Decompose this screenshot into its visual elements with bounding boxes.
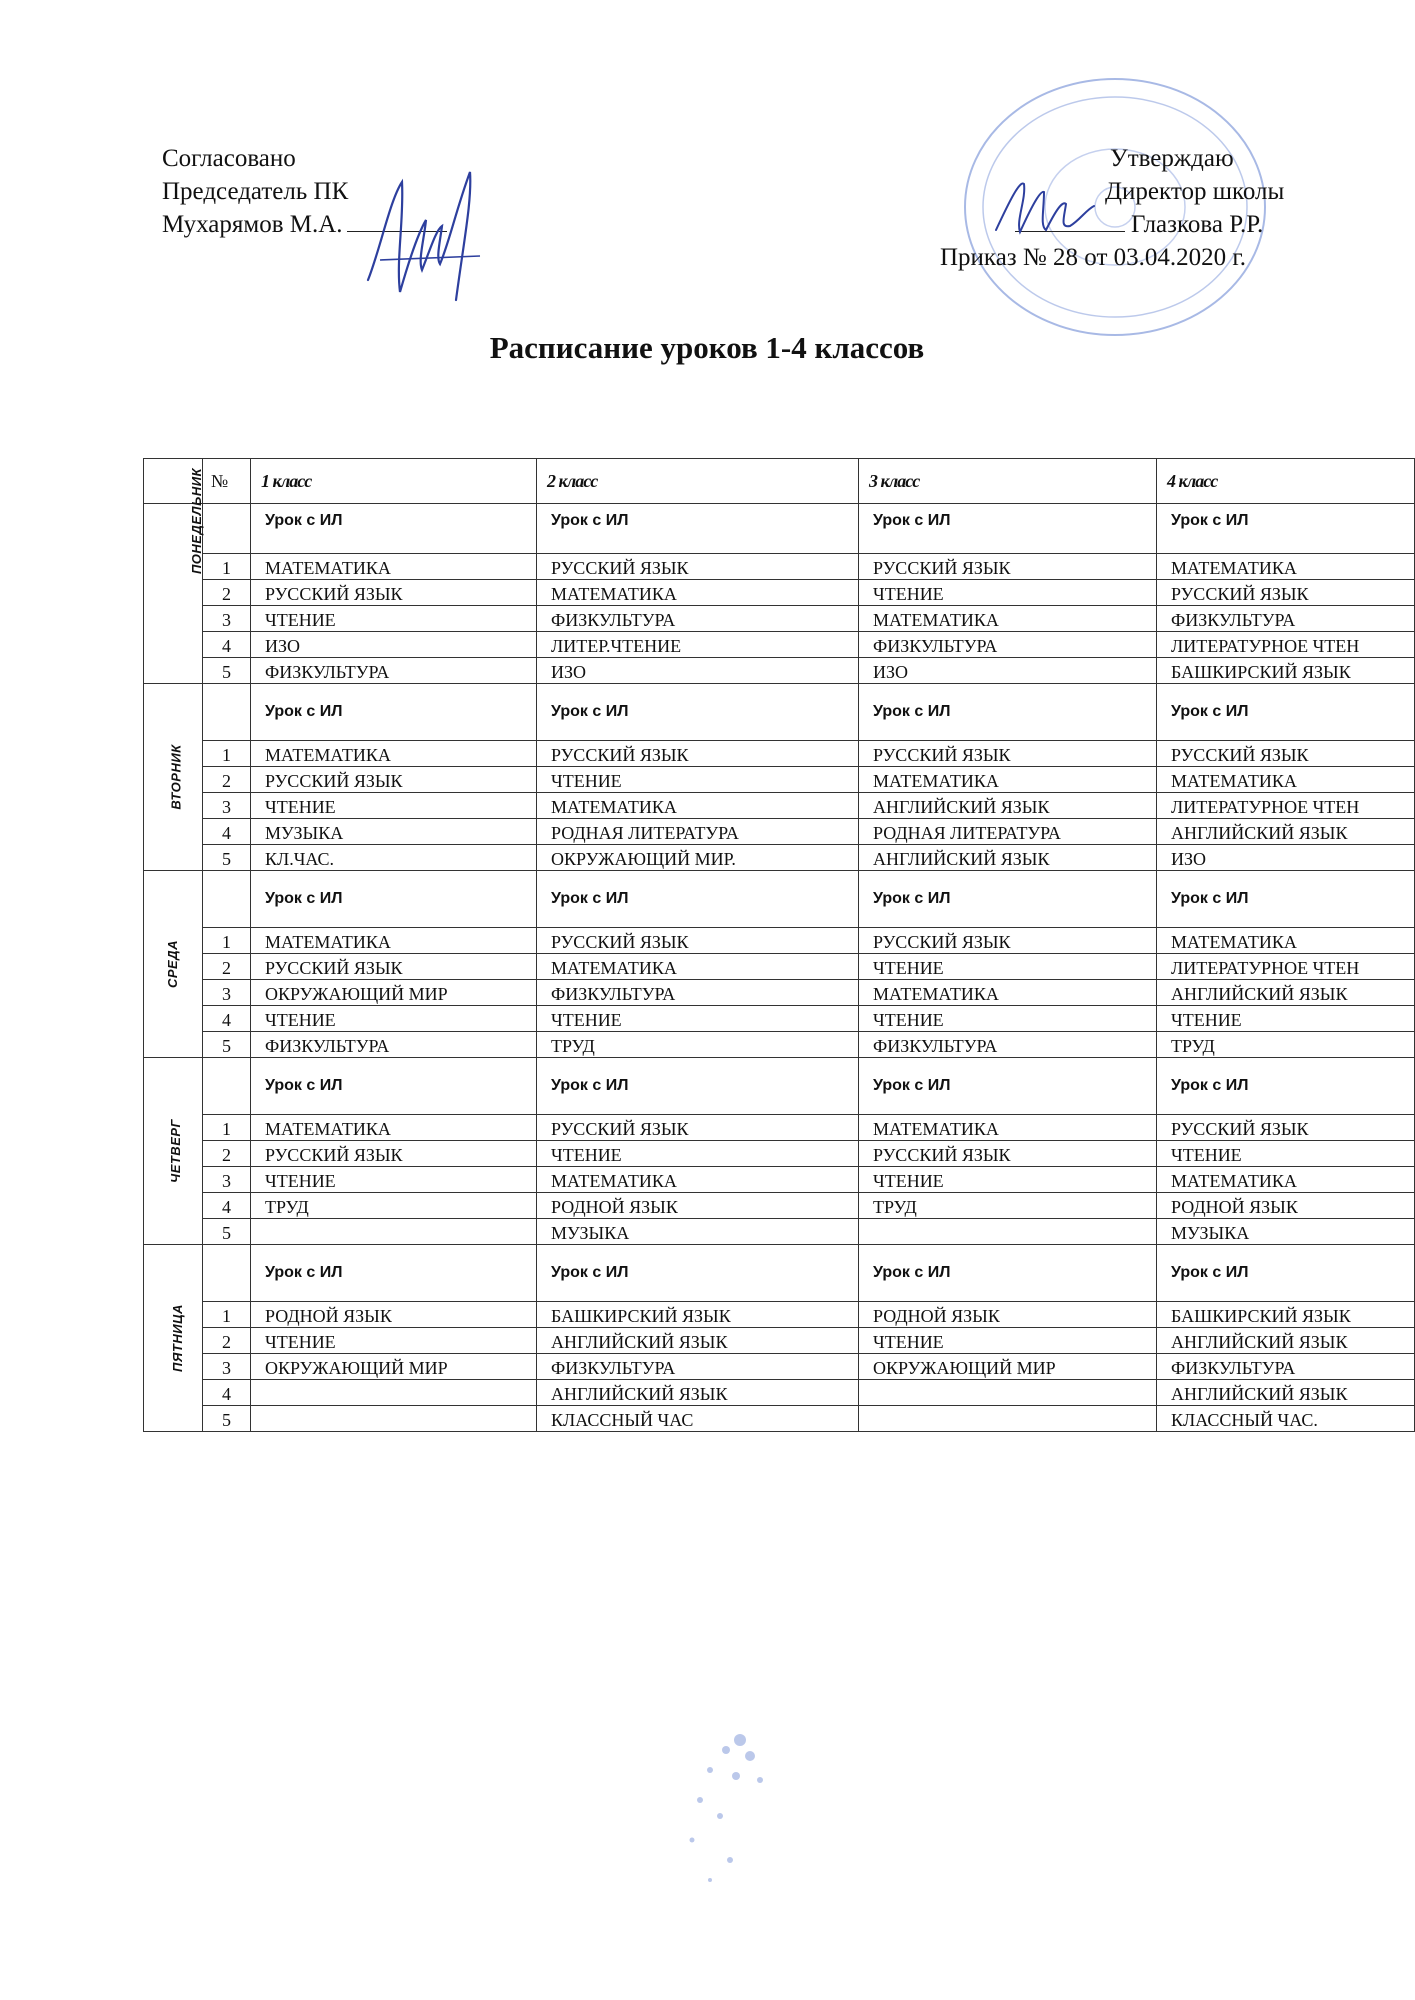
lesson-number: 1 bbox=[203, 928, 251, 954]
lesson-number: 1 bbox=[203, 1115, 251, 1141]
document-title: Расписание уроков 1-4 классов bbox=[489, 330, 925, 365]
lesson-number: 5 bbox=[203, 658, 251, 684]
lesson-cell: ФИЗКУЛЬТУРА bbox=[859, 632, 1157, 658]
day-label: ЧЕТВЕРГ bbox=[168, 1118, 184, 1184]
subheader-cell: Урок с ИЛ bbox=[537, 504, 859, 554]
lesson-cell: РОДНАЯ ЛИТЕРАТУРА bbox=[859, 819, 1157, 845]
lesson-cell: ФИЗКУЛЬТУРА bbox=[537, 606, 859, 632]
lesson-number: 3 bbox=[203, 1167, 251, 1193]
lesson-cell: МУЗЫКА bbox=[537, 1219, 859, 1245]
lesson-cell: ФИЗКУЛЬТУРА bbox=[1157, 606, 1415, 632]
schedule-table bbox=[143, 458, 1415, 1432]
lesson-cell: БАШКИРСКИЙ ЯЗЫК bbox=[537, 1302, 859, 1328]
lesson-cell: РОДНОЙ ЯЗЫК bbox=[1157, 1193, 1415, 1219]
lesson-number: 1 bbox=[203, 741, 251, 767]
table-row bbox=[144, 554, 1415, 580]
lesson-cell: МАТЕМАТИКА bbox=[251, 928, 537, 954]
subheader-cell: Урок с ИЛ bbox=[859, 1058, 1157, 1115]
lesson-cell: МУЗЫКА bbox=[251, 819, 537, 845]
subheader-cell: Урок с ИЛ bbox=[859, 504, 1157, 554]
lesson-cell: АНГЛИЙСКИЙ ЯЗЫК bbox=[1157, 1380, 1415, 1406]
lesson-cell: ТРУД bbox=[1157, 1032, 1415, 1058]
subheader-cell: Урок с ИЛ bbox=[537, 1058, 859, 1115]
lesson-number: 2 bbox=[203, 954, 251, 980]
lesson-cell: РОДНОЙ ЯЗЫК bbox=[859, 1302, 1157, 1328]
lesson-cell: РУССКИЙ ЯЗЫК bbox=[859, 928, 1157, 954]
lesson-cell: ОКРУЖАЮЩИЙ МИР bbox=[859, 1354, 1157, 1380]
table-row bbox=[144, 1115, 1415, 1141]
header-class-3: 3 класс bbox=[859, 459, 1157, 504]
lesson-number: 4 bbox=[203, 1193, 251, 1219]
lesson-cell: ФИЗКУЛЬТУРА bbox=[251, 658, 537, 684]
table-row bbox=[144, 1193, 1415, 1219]
lesson-cell: РУССКИЙ ЯЗЫК bbox=[537, 1115, 859, 1141]
lesson-cell: ИЗО bbox=[251, 632, 537, 658]
subheader-cell: Урок с ИЛ bbox=[1157, 1058, 1415, 1115]
lesson-number: 4 bbox=[203, 819, 251, 845]
lesson-cell: ИЗО bbox=[859, 658, 1157, 684]
lesson-cell: ФИЗКУЛЬТУРА bbox=[251, 1032, 537, 1058]
table-row bbox=[144, 767, 1415, 793]
lesson-cell: ОКРУЖАЮЩИЙ МИР bbox=[251, 980, 537, 1006]
lesson-cell: МАТЕМАТИКА bbox=[1157, 1167, 1415, 1193]
subheader-cell: Урок с ИЛ bbox=[251, 1058, 537, 1115]
lesson-cell: АНГЛИЙСКИЙ ЯЗЫК bbox=[1157, 1328, 1415, 1354]
lesson-cell: ОКРУЖАЮЩИЙ МИР bbox=[251, 1354, 537, 1380]
day-cell bbox=[144, 871, 203, 1058]
subheader-cell: Урок с ИЛ bbox=[1157, 504, 1415, 554]
subheader-number-cell bbox=[203, 1058, 251, 1115]
lesson-cell: ЧТЕНИЕ bbox=[251, 1167, 537, 1193]
lesson-cell: БАШКИРСКИЙ ЯЗЫК bbox=[1157, 1302, 1415, 1328]
lesson-cell bbox=[251, 1406, 537, 1432]
lesson-number: 3 bbox=[203, 980, 251, 1006]
subheader-cell: Урок с ИЛ bbox=[859, 684, 1157, 741]
approval-right-line1: Утверждаю bbox=[1110, 145, 1234, 172]
lesson-cell bbox=[251, 1380, 537, 1406]
lesson-cell: РУССКИЙ ЯЗЫК bbox=[251, 954, 537, 980]
table-row bbox=[144, 1328, 1415, 1354]
subheader-cell: Урок с ИЛ bbox=[1157, 684, 1415, 741]
subheader-cell: Урок с ИЛ bbox=[1157, 871, 1415, 928]
approval-right-line2: Директор школы bbox=[1105, 178, 1285, 205]
lesson-cell: ЧТЕНИЕ bbox=[251, 1006, 537, 1032]
lesson-cell bbox=[859, 1380, 1157, 1406]
subheader-number-cell bbox=[203, 504, 251, 554]
lesson-cell: РУССКИЙ ЯЗЫК bbox=[251, 580, 537, 606]
lesson-cell: АНГЛИЙСКИЙ ЯЗЫК bbox=[859, 845, 1157, 871]
subheader-cell: Урок с ИЛ bbox=[537, 1245, 859, 1302]
lesson-cell: РОДНОЙ ЯЗЫК bbox=[537, 1193, 859, 1219]
approval-left-name: Мухарямов М.А. bbox=[162, 211, 343, 238]
lesson-cell: МАТЕМАТИКА bbox=[251, 741, 537, 767]
approval-left-line1: Согласовано bbox=[162, 145, 296, 172]
subheader-cell: Урок с ИЛ bbox=[251, 504, 537, 554]
lesson-cell bbox=[251, 1219, 537, 1245]
lesson-cell: КЛАССНЫЙ ЧАС bbox=[537, 1406, 859, 1432]
lesson-cell: РУССКИЙ ЯЗЫК bbox=[537, 928, 859, 954]
table-row bbox=[144, 819, 1415, 845]
lesson-number: 3 bbox=[203, 1354, 251, 1380]
lesson-number: 2 bbox=[203, 580, 251, 606]
lesson-cell: АНГЛИЙСКИЙ ЯЗЫК bbox=[537, 1380, 859, 1406]
lesson-cell: ФИЗКУЛЬТУРА bbox=[1157, 1354, 1415, 1380]
lesson-number: 5 bbox=[203, 1219, 251, 1245]
lesson-cell: ЛИТЕР.ЧТЕНИЕ bbox=[537, 632, 859, 658]
lesson-cell: РУССКИЙ ЯЗЫК bbox=[859, 741, 1157, 767]
lesson-cell: ЧТЕНИЕ bbox=[251, 793, 537, 819]
approval-right-line4: Приказ № 28 от 03.04.2020 г. bbox=[940, 244, 1247, 271]
day-cell bbox=[144, 1058, 203, 1245]
lesson-cell: МАТЕМАТИКА bbox=[537, 580, 859, 606]
table-row bbox=[144, 793, 1415, 819]
lesson-cell: ТРУД bbox=[537, 1032, 859, 1058]
table-row bbox=[144, 1302, 1415, 1328]
day-cell bbox=[144, 684, 203, 871]
subheader-row bbox=[144, 871, 1415, 928]
signature-right-icon bbox=[990, 170, 1100, 250]
lesson-cell: ОКРУЖАЮЩИЙ МИР. bbox=[537, 845, 859, 871]
lesson-cell: АНГЛИЙСКИЙ ЯЗЫК bbox=[1157, 980, 1415, 1006]
subheader-cell: Урок с ИЛ bbox=[251, 684, 537, 741]
lesson-number: 2 bbox=[203, 767, 251, 793]
lesson-cell: ФИЗКУЛЬТУРА bbox=[859, 1032, 1157, 1058]
lesson-cell: ЧТЕНИЕ bbox=[859, 580, 1157, 606]
table-row bbox=[144, 1406, 1415, 1432]
stain-icon bbox=[640, 1720, 820, 1900]
lesson-cell: МУЗЫКА bbox=[1157, 1219, 1415, 1245]
lesson-number: 4 bbox=[203, 1380, 251, 1406]
table-row bbox=[144, 632, 1415, 658]
lesson-cell: АНГЛИЙСКИЙ ЯЗЫК bbox=[1157, 819, 1415, 845]
lesson-cell: РУССКИЙ ЯЗЫК bbox=[537, 554, 859, 580]
lesson-cell: МАТЕМАТИКА bbox=[1157, 767, 1415, 793]
lesson-cell: ЧТЕНИЕ bbox=[537, 767, 859, 793]
lesson-cell: МАТЕМАТИКА bbox=[859, 767, 1157, 793]
lesson-cell: ЛИТЕРАТУРНОЕ ЧТЕН bbox=[1157, 954, 1415, 980]
table-header-row bbox=[144, 459, 1415, 504]
subheader-row bbox=[144, 684, 1415, 741]
lesson-cell: ЧТЕНИЕ bbox=[537, 1006, 859, 1032]
lesson-cell: РУССКИЙ ЯЗЫК bbox=[859, 554, 1157, 580]
lesson-cell: АНГЛИЙСКИЙ ЯЗЫК bbox=[859, 793, 1157, 819]
table-row bbox=[144, 1354, 1415, 1380]
table-row bbox=[144, 1219, 1415, 1245]
subheader-cell: Урок с ИЛ bbox=[537, 684, 859, 741]
lesson-cell: МАТЕМАТИКА bbox=[251, 554, 537, 580]
header-class-4: 4 класс bbox=[1157, 459, 1415, 504]
day-label: ПОНЕДЕЛЬНИК bbox=[189, 467, 205, 575]
subheader-cell: Урок с ИЛ bbox=[251, 1245, 537, 1302]
subheader-row bbox=[144, 1245, 1415, 1302]
day-cell bbox=[144, 467, 205, 684]
lesson-cell: МАТЕМАТИКА bbox=[537, 1167, 859, 1193]
lesson-cell: ИЗО bbox=[1157, 845, 1415, 871]
lesson-cell: ЧТЕНИЕ bbox=[1157, 1141, 1415, 1167]
lesson-number: 3 bbox=[203, 793, 251, 819]
lesson-number: 5 bbox=[203, 845, 251, 871]
lesson-number: 1 bbox=[203, 554, 251, 580]
lesson-cell: КЛАССНЫЙ ЧАС. bbox=[1157, 1406, 1415, 1432]
signature-left-icon bbox=[360, 160, 490, 310]
lesson-cell: ФИЗКУЛЬТУРА bbox=[537, 1354, 859, 1380]
day-cell bbox=[144, 1245, 203, 1432]
lesson-number: 3 bbox=[203, 606, 251, 632]
lesson-number: 1 bbox=[203, 1302, 251, 1328]
table-row bbox=[144, 1006, 1415, 1032]
lesson-cell bbox=[859, 1406, 1157, 1432]
lesson-cell: ЧТЕНИЕ bbox=[859, 1328, 1157, 1354]
subheader-cell: Урок с ИЛ bbox=[859, 1245, 1157, 1302]
lesson-cell: ЧТЕНИЕ bbox=[859, 1006, 1157, 1032]
lesson-cell: ТРУД bbox=[859, 1193, 1157, 1219]
subheader-row bbox=[144, 504, 1415, 554]
approval-right-name: Глазкова Р.Р. bbox=[1131, 211, 1264, 238]
table-row bbox=[144, 1032, 1415, 1058]
header-class-2: 2 класс bbox=[537, 459, 859, 504]
lesson-cell: АНГЛИЙСКИЙ ЯЗЫК bbox=[537, 1328, 859, 1354]
lesson-cell: ЛИТЕРАТУРНОЕ ЧТЕН bbox=[1157, 632, 1415, 658]
lesson-cell: МАТЕМАТИКА bbox=[251, 1115, 537, 1141]
lesson-cell: ЧТЕНИЕ bbox=[859, 954, 1157, 980]
table-row bbox=[144, 954, 1415, 980]
table-row bbox=[144, 928, 1415, 954]
table-row bbox=[144, 845, 1415, 871]
lesson-cell bbox=[859, 1219, 1157, 1245]
table-row bbox=[144, 1167, 1415, 1193]
lesson-number: 2 bbox=[203, 1328, 251, 1354]
lesson-cell: ЧТЕНИЕ bbox=[537, 1141, 859, 1167]
lesson-cell: РОДНОЙ ЯЗЫК bbox=[251, 1302, 537, 1328]
lesson-cell: МАТЕМАТИКА bbox=[537, 793, 859, 819]
lesson-cell: РУССКИЙ ЯЗЫК bbox=[859, 1141, 1157, 1167]
table-row bbox=[144, 580, 1415, 606]
approval-right-block bbox=[900, 142, 1320, 274]
lesson-cell: МАТЕМАТИКА bbox=[1157, 554, 1415, 580]
header-number-cell: № bbox=[203, 459, 251, 504]
subheader-number-cell bbox=[203, 871, 251, 928]
subheader-number-cell bbox=[203, 1245, 251, 1302]
lesson-cell: ИЗО bbox=[537, 658, 859, 684]
table-row bbox=[144, 1141, 1415, 1167]
subheader-cell: Урок с ИЛ bbox=[859, 871, 1157, 928]
lesson-cell: ТРУД bbox=[251, 1193, 537, 1219]
table-row bbox=[144, 741, 1415, 767]
table-row bbox=[144, 658, 1415, 684]
lesson-cell: ФИЗКУЛЬТУРА bbox=[537, 980, 859, 1006]
table-row bbox=[144, 1380, 1415, 1406]
lesson-cell: РУССКИЙ ЯЗЫК bbox=[251, 767, 537, 793]
lesson-cell: РУССКИЙ ЯЗЫК bbox=[1157, 1115, 1415, 1141]
subheader-cell: Урок с ИЛ bbox=[251, 871, 537, 928]
lesson-cell: РУССКИЙ ЯЗЫК bbox=[1157, 741, 1415, 767]
lesson-cell: ЧТЕНИЕ bbox=[251, 1328, 537, 1354]
lesson-number: 5 bbox=[203, 1032, 251, 1058]
lesson-cell: КЛ.ЧАС. bbox=[251, 845, 537, 871]
lesson-cell: РУССКИЙ ЯЗЫК bbox=[1157, 580, 1415, 606]
subheader-number-cell bbox=[203, 684, 251, 741]
lesson-number: 2 bbox=[203, 1141, 251, 1167]
subheader-cell: Урок с ИЛ bbox=[1157, 1245, 1415, 1302]
lesson-cell: БАШКИРСКИЙ ЯЗЫК bbox=[1157, 658, 1415, 684]
header-class-1: 1 класс bbox=[251, 459, 537, 504]
lesson-cell: РУССКИЙ ЯЗЫК bbox=[537, 741, 859, 767]
lesson-number: 5 bbox=[203, 1406, 251, 1432]
lesson-cell: МАТЕМАТИКА bbox=[1157, 928, 1415, 954]
table-row bbox=[144, 606, 1415, 632]
lesson-cell: МАТЕМАТИКА bbox=[859, 980, 1157, 1006]
lesson-cell: ЧТЕНИЕ bbox=[1157, 1006, 1415, 1032]
subheader-row bbox=[144, 1058, 1415, 1115]
table-row bbox=[144, 980, 1415, 1006]
lesson-cell: ЧТЕНИЕ bbox=[251, 606, 537, 632]
lesson-number: 4 bbox=[203, 1006, 251, 1032]
lesson-cell: ЧТЕНИЕ bbox=[859, 1167, 1157, 1193]
approval-right-line3 bbox=[900, 208, 1320, 241]
day-label: ВТОРНИК bbox=[168, 744, 184, 810]
day-label: СРЕДА bbox=[164, 939, 180, 989]
lesson-cell: МАТЕМАТИКА bbox=[859, 1115, 1157, 1141]
subheader-cell: Урок с ИЛ bbox=[537, 871, 859, 928]
day-label: ПЯТНИЦА bbox=[169, 1304, 185, 1372]
lesson-cell: МАТЕМАТИКА bbox=[859, 606, 1157, 632]
lesson-cell: МАТЕМАТИКА bbox=[537, 954, 859, 980]
lesson-number: 4 bbox=[203, 632, 251, 658]
lesson-cell: РОДНАЯ ЛИТЕРАТУРА bbox=[537, 819, 859, 845]
lesson-cell: ЛИТЕРАТУРНОЕ ЧТЕН bbox=[1157, 793, 1415, 819]
approval-left-line2: Председатель ПК bbox=[162, 178, 349, 205]
lesson-cell: РУССКИЙ ЯЗЫК bbox=[251, 1141, 537, 1167]
